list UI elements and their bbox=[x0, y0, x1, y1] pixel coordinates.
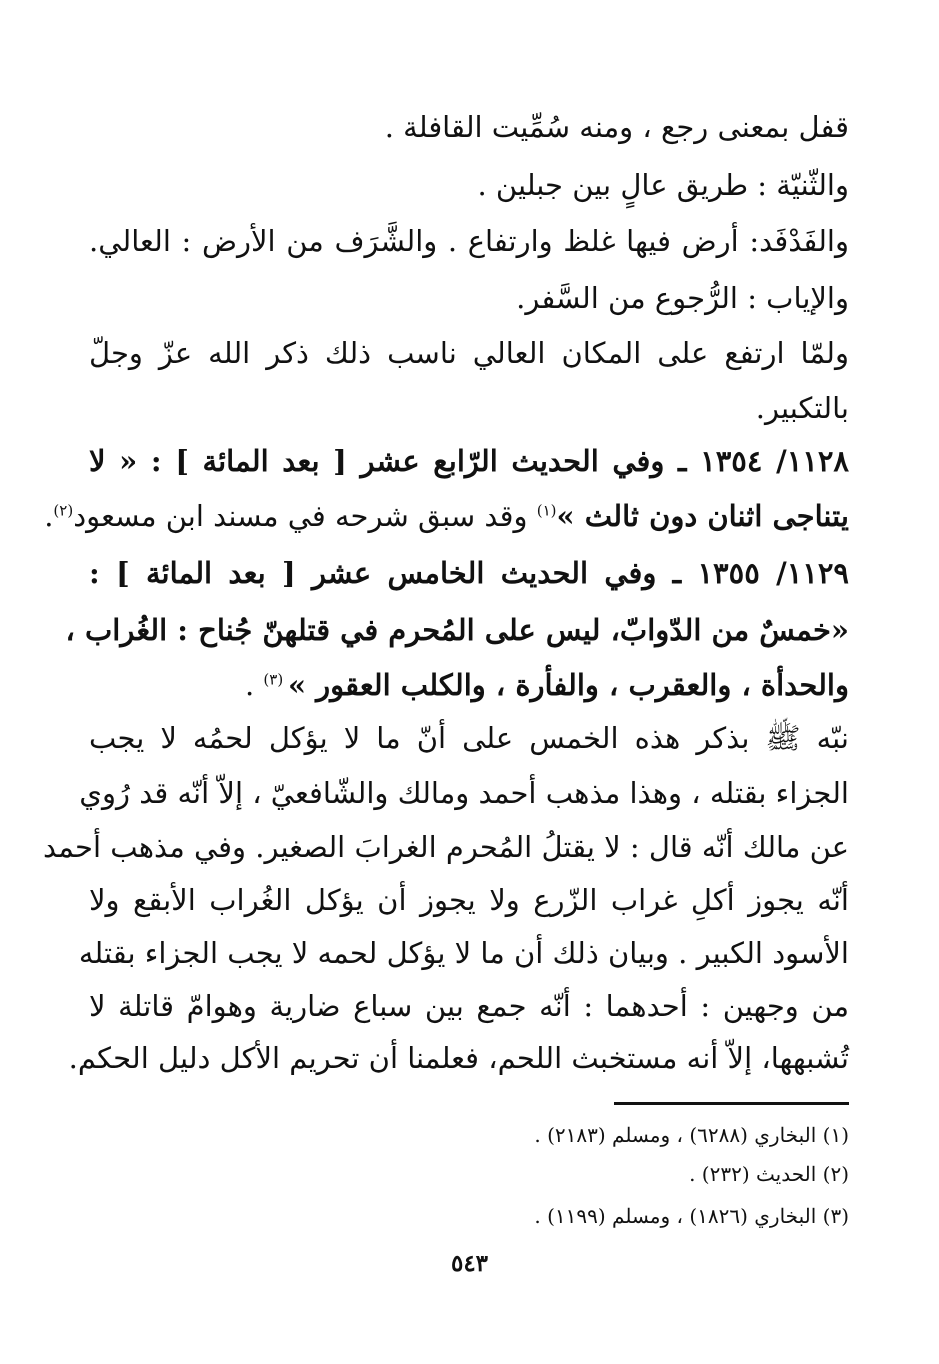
footnote-ref-1: (١) bbox=[536, 501, 557, 520]
commentary-line-5: الأسود الكبير . وبيان ذلك أن ما لا يؤكل لحمه لا يجب الجزاء بقتله bbox=[78, 936, 849, 970]
hadith-1129-heading: ١١٢٩/ ١٣٥٥ ـ وفي الحديث الخامس عشر [ بعد المائة ] : bbox=[89, 556, 849, 590]
commentary-line-4: أنّه يجوز أكلِ غراب الزّرع ولا يجوز أن يؤكل الغُراب الأبقع ولا bbox=[89, 883, 849, 917]
commentary-line-7: تُشبهها، إلاّ أنه مستخبث اللحم، فعلمنا أن تحريم الأكل دليل الحكم. bbox=[68, 1041, 849, 1075]
commentary-line-3: عن مالك أنّه قال : لا يقتلُ المُحرم الغرابَ الصغير. وفي مذهب أحمد bbox=[43, 830, 849, 864]
text-line-1: قفل بمعنى رجع ، ومنه سُمِّيت القافلة . bbox=[384, 110, 849, 144]
footnote-2: (٢) الحديث (٢٣٢) . bbox=[689, 1162, 849, 1186]
footnote-1: (١) البخاري (٦٢٨٨) ، ومسلم (٢١٨٣) . bbox=[534, 1123, 849, 1147]
text-line-2: والثّنيّة : طريق عالٍ بين جبلين . bbox=[477, 168, 849, 202]
commentary-line-6: من وجهين : أحدهما : أنّه جمع بين سباع ضارية وهوامّ قاتلة لا bbox=[89, 989, 849, 1023]
text-line-6: بالتكبير. bbox=[755, 391, 849, 425]
text-line-4: والإياب : الرُّجوع من السَّفر. bbox=[516, 281, 849, 315]
hadith-1128-end: . bbox=[44, 499, 54, 533]
hadith-1129-line-3 bbox=[89, 665, 849, 705]
footnote-ref-2: (٢) bbox=[53, 501, 74, 520]
footnote-3: (٣) البخاري (١٨٢٦) ، ومسلم (١١٩٩) . bbox=[534, 1204, 849, 1228]
hadith-1129-end: . bbox=[244, 668, 264, 702]
hadith-1128-line-2 bbox=[44, 496, 849, 536]
page-number: ٥٤٣ bbox=[450, 1250, 489, 1277]
hadith-1129-quote-end: والحدأة ، والعقرب ، والفأرة ، والكلب العقور » bbox=[287, 668, 849, 702]
text-line-3: والفَدْفَد: أرض فيها غلظ وارتفاع . والشَّرَف من الأرض : العالي. bbox=[89, 224, 849, 258]
hadith-1129-line-2: «خمسٌ من الدّوابّ، ليس على المُحرم في قتلهنّ جُناح : الغُراب ، bbox=[65, 613, 849, 647]
hadith-1128-note: وقد سبق شرحه في مسند ابن مسعود bbox=[73, 499, 537, 533]
text-line-5: ولمّا ارتفع على المكان العالي ناسب ذلك ذكر الله عزّ وجلّ bbox=[89, 336, 849, 370]
commentary-line-1: نبّه ﷺ بذكر هذه الخمس على أنّ ما لا يؤكل لحمُه لا يجب bbox=[89, 721, 849, 755]
footnote-separator bbox=[614, 1102, 849, 1105]
hadith-1128-heading: ١١٢٨/ ١٣٥٤ ـ وفي الحديث الرّابع عشر [ بعد المائة ] : « لا bbox=[89, 444, 849, 478]
commentary-line-2: الجزاء بقتله ، وهذا مذهب أحمد ومالك والشّافعيّ ، إلاّ أنّه قد رُوي bbox=[79, 776, 849, 810]
hadith-1128-quote: يتناجى اثنان دون ثالث » bbox=[556, 499, 849, 533]
footnote-ref-3: (٣) bbox=[263, 670, 288, 689]
